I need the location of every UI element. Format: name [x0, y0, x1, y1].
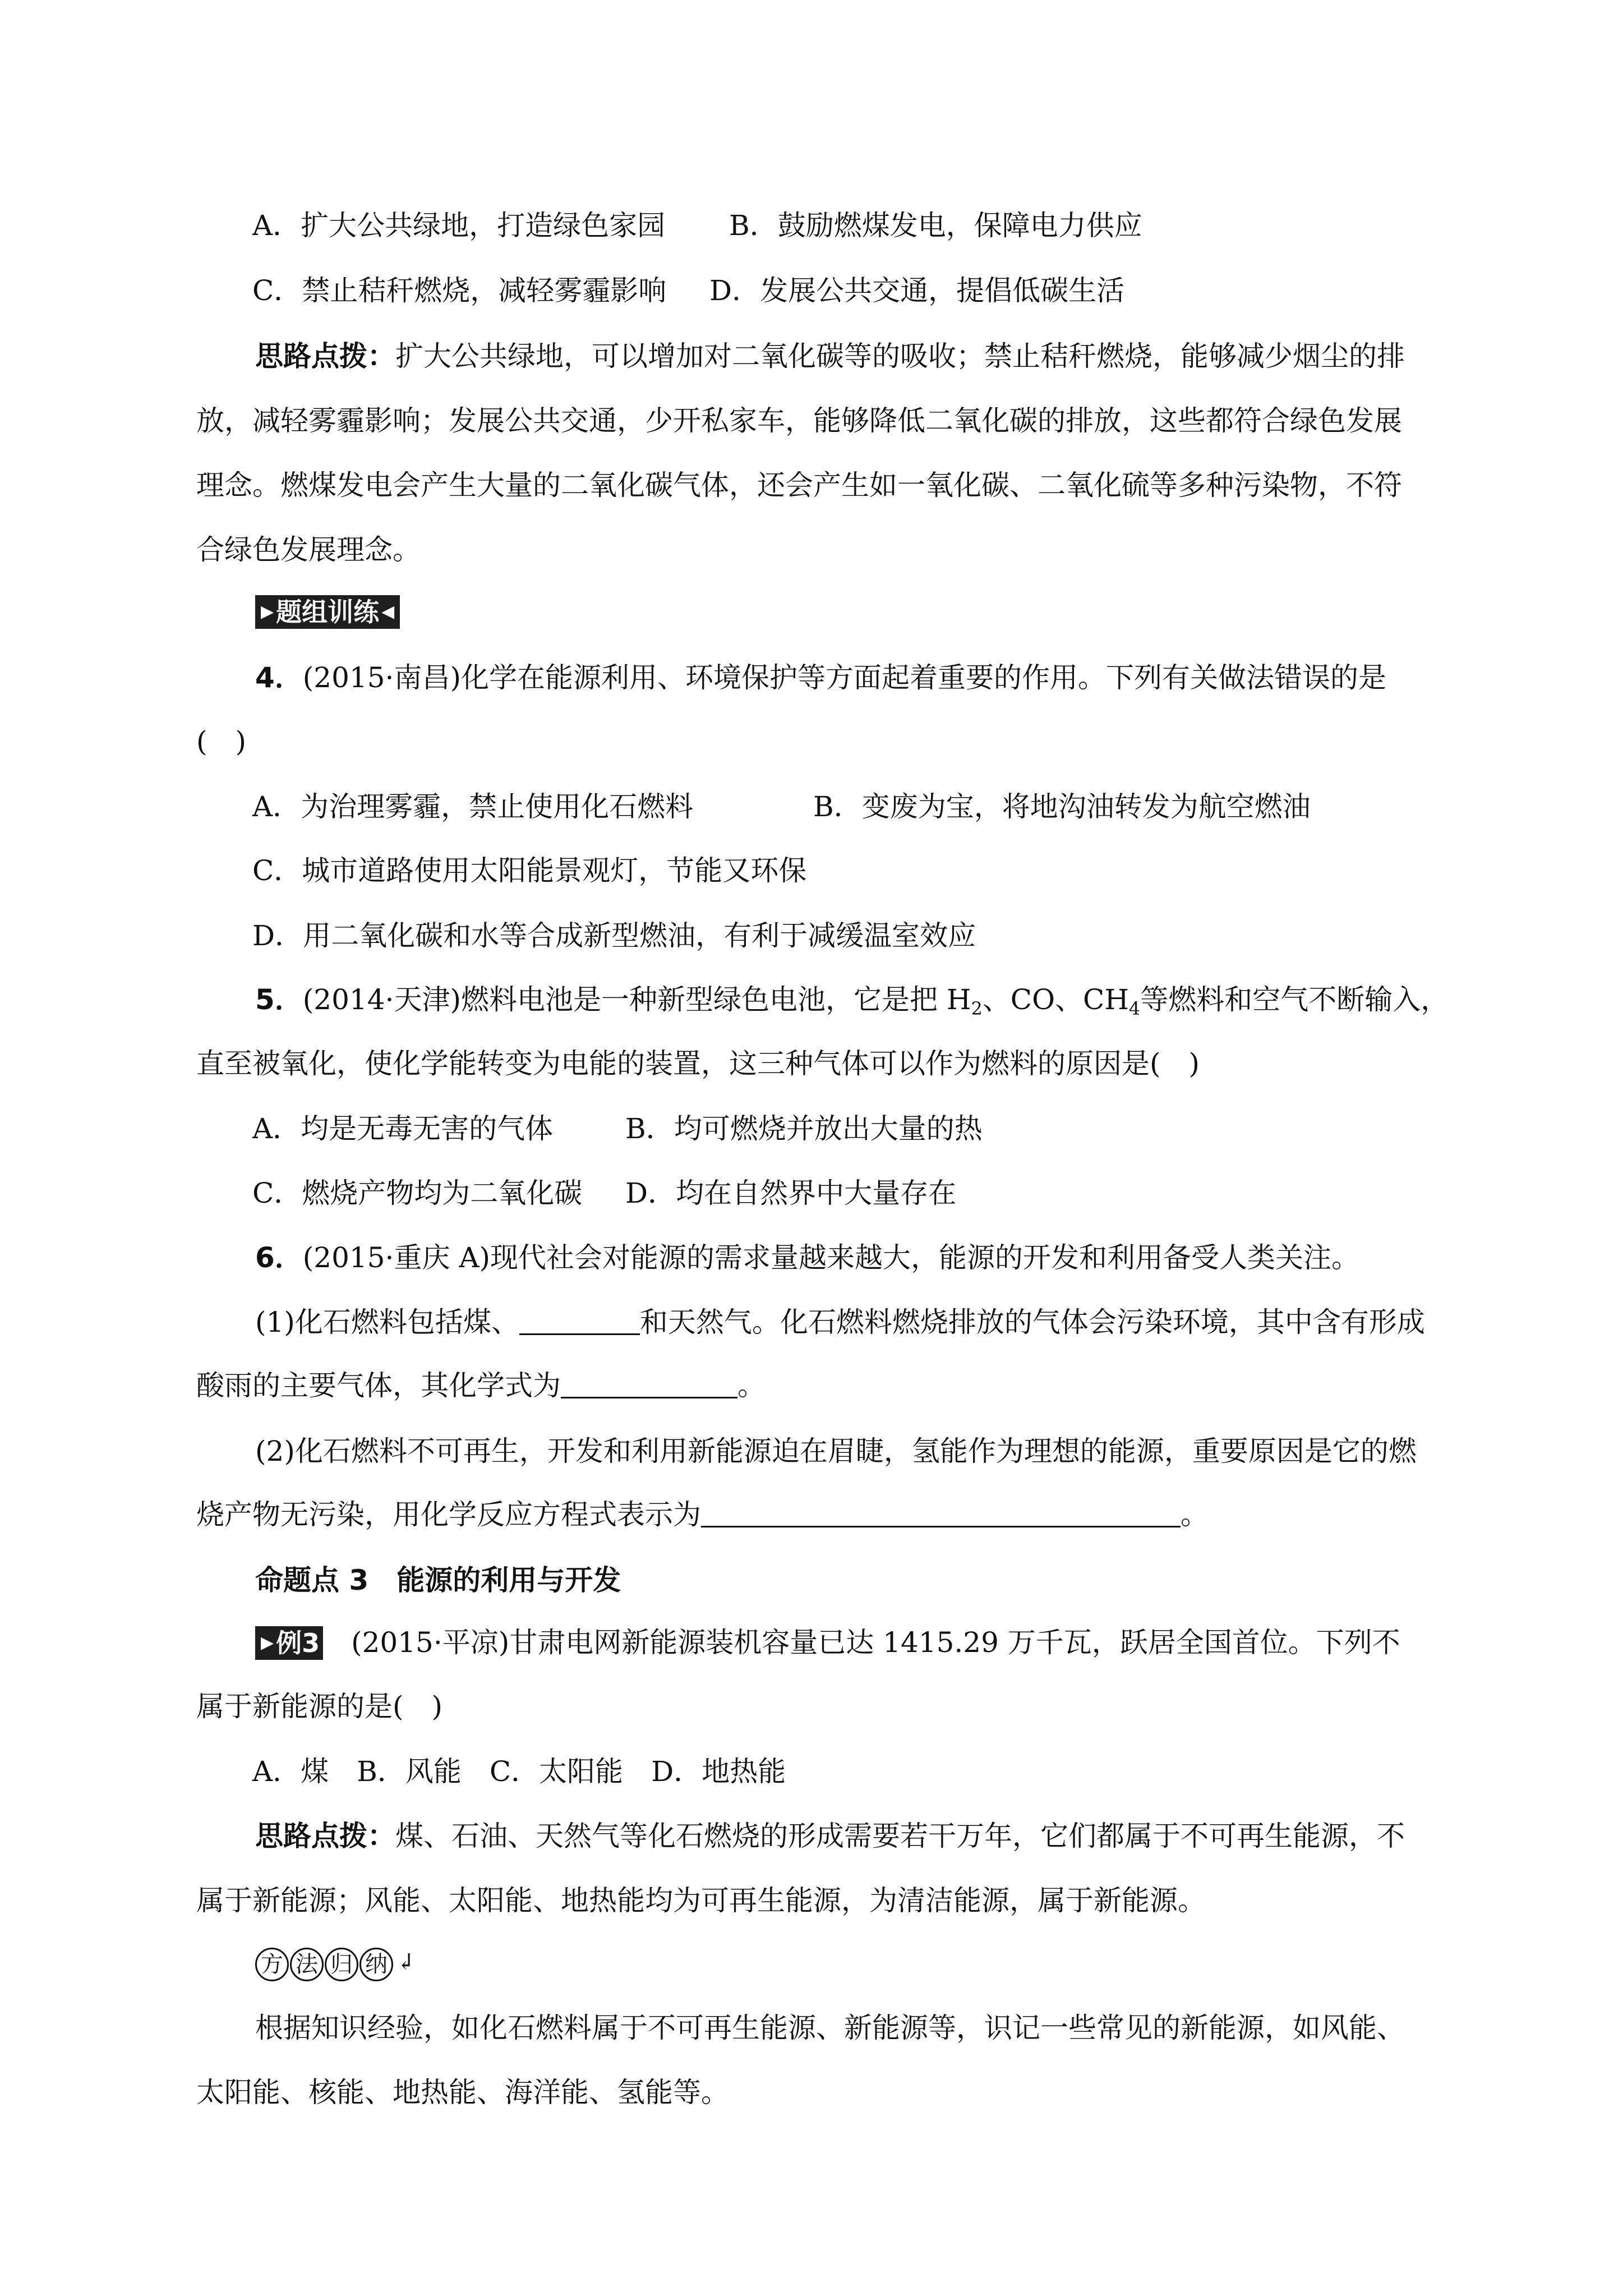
hint3-line3: 理念。燃煤发电会产生大量的二氧化碳气体，还会产生如一氧化碳、二氧化硫等多种污染物，不符	[196, 469, 1402, 501]
q6-line1	[255, 1241, 1359, 1274]
q5-line1	[255, 983, 1449, 1019]
q6-part2-line2	[196, 1498, 1209, 1531]
q4-line2: ( )	[196, 725, 247, 758]
q6-blank-formula[interactable]	[561, 1369, 737, 1398]
hint3-line4: 合绿色发展理念。	[196, 533, 421, 566]
arrow-right-icon: ▶	[261, 1633, 274, 1653]
q6-blank-equation[interactable]	[701, 1498, 1181, 1527]
practice-badge	[255, 595, 400, 629]
q5-stem-b: 、CO、CH	[982, 983, 1129, 1016]
hint-ex3-line1	[255, 1819, 1405, 1853]
q4-option-c: C．城市道路使用太阳能景观灯，节能又环保	[252, 854, 807, 887]
arrow-left-icon: ◀	[381, 602, 395, 622]
ex3-options: A．煤 B．风能 C．太阳能 D．地热能	[252, 1755, 786, 1788]
q4-number: 4．	[255, 661, 303, 694]
q4-option-b: B．变废为宝，将地沟油转发为航空燃油	[813, 790, 1311, 823]
hint3-line1	[255, 339, 1405, 373]
q6-part1-end: 。	[737, 1369, 766, 1402]
practice-badge-text: 题组训练	[276, 597, 380, 627]
q6-part1-c: 酸雨的主要气体，其化学式为	[196, 1369, 561, 1402]
method-char: 法	[290, 1948, 324, 1981]
q4-stem: (2015·南昌)化学在能源利用、环境保护等方面起着重要的作用。下列有关做法错误的是	[302, 661, 1386, 694]
example3-badge-text: 例3	[276, 1628, 320, 1658]
hint-label: 思路点拨：	[255, 1820, 395, 1852]
q4-line1	[255, 661, 1386, 694]
q4-option-a: A．为治理雾霾，禁止使用化石燃料	[252, 790, 694, 823]
q6-stem: (2015·重庆 A)现代社会对能源的需求量越来越大，能源的开发和利用备受人类关注。	[302, 1241, 1359, 1274]
q3-option-a: A．扩大公共绿地，打造绿色家园	[252, 209, 666, 242]
topic3-heading: 命题点 3 能源的利用与开发	[255, 1564, 621, 1596]
q5-option-d: D．均在自然界中大量存在	[625, 1177, 957, 1209]
q6-part1-b: 和天然气。化石燃料燃烧排放的气体会污染环境，其中含有形成	[639, 1306, 1425, 1338]
q4-option-d: D．用二氧化碳和水等合成新型燃油，有利于减缓温室效应	[252, 919, 976, 952]
q6-part1-line2	[196, 1369, 766, 1402]
hint-label: 思路点拨：	[255, 340, 395, 372]
ex3-stem: (2015·平凉)甘肃电网新能源装机容量已达 1415.29 万千瓦，跃居全国首位。下列不	[351, 1626, 1400, 1659]
q3-option-d: D．发展公共交通，提倡低碳生活	[709, 274, 1125, 307]
q5-line2: 直至被氧化，使化学能转变为电能的装置，这三种气体可以作为燃料的原因是( )	[196, 1047, 1200, 1080]
hint3-line2: 放，减轻雾霾影响；发展公共交通，少开私家车，能够降低二氧化碳的排放，这些都符合绿色发展	[196, 404, 1402, 437]
q3-option-b: B．鼓励燃煤发电，保障电力供应	[729, 209, 1142, 242]
q6-part1-a: (1)化石燃料包括煤、	[255, 1306, 519, 1338]
q6-part2-end: 。	[1181, 1498, 1209, 1531]
hint-ex3-line2: 属于新能源；风能、太阳能、地热能均为可再生能源，为清洁能源，属于新能源。	[196, 1884, 1206, 1917]
example3-badge	[255, 1626, 323, 1660]
q5-stem-c: 等燃料和空气不断输入，	[1140, 983, 1449, 1016]
q6-part2-b: 烧产物无污染，用化学反应方程式表示为	[196, 1498, 701, 1531]
method-char: 方	[255, 1948, 289, 1981]
section-tag-practice	[255, 595, 400, 629]
q5-sub-ch4: 4	[1128, 998, 1141, 1019]
q5-option-a: A．均是无毒无害的气体	[252, 1112, 554, 1145]
hint-text: 扩大公共绿地，可以增加对二氧化碳等的吸收；禁止秸秆燃烧，能够减少烟尘的排	[395, 340, 1405, 372]
method-heading	[255, 1945, 416, 1981]
q5-option-c: C．燃烧产物均为二氧化碳	[252, 1177, 583, 1209]
q6-number: 6．	[255, 1241, 303, 1274]
q5-option-b: B．均可燃烧并放出大量的热	[625, 1112, 983, 1145]
method-char: 纳	[359, 1948, 393, 1981]
q3-option-c: C．禁止秸秆燃烧，减轻雾霾影响	[252, 274, 667, 307]
method-line1: 根据知识经验，如化石燃料属于不可再生能源、新能源等，识记一些常见的新能源，如风能、	[255, 2012, 1405, 2044]
hook-arrow-icon: ↲	[396, 1949, 416, 1975]
q5-number: 5．	[255, 983, 303, 1016]
hint-text: 煤、石油、天然气等化石燃烧的形成需要若干万年，它们都属于不可再生能源，不	[395, 1820, 1405, 1852]
method-char: 归	[325, 1948, 358, 1981]
q5-stem-a: (2014·天津)燃料电池是一种新型绿色电池，它是把 H	[302, 983, 971, 1016]
q6-part2-line1: (2)化石燃料不可再生，开发和利用新能源迫在眉睫，氢能作为理想的能源，重要原因是它的燃	[255, 1435, 1417, 1467]
q6-part1-line1	[255, 1305, 1425, 1339]
arrow-right-icon: ▶	[261, 602, 274, 622]
ex3-line1	[255, 1626, 1400, 1660]
q6-blank-fuel[interactable]	[519, 1305, 640, 1335]
q5-sub-h2: 2	[971, 998, 983, 1019]
method-line2: 太阳能、核能、地热能、海洋能、氢能等。	[196, 2076, 729, 2109]
ex3-line2: 属于新能源的是( )	[196, 1690, 443, 1723]
